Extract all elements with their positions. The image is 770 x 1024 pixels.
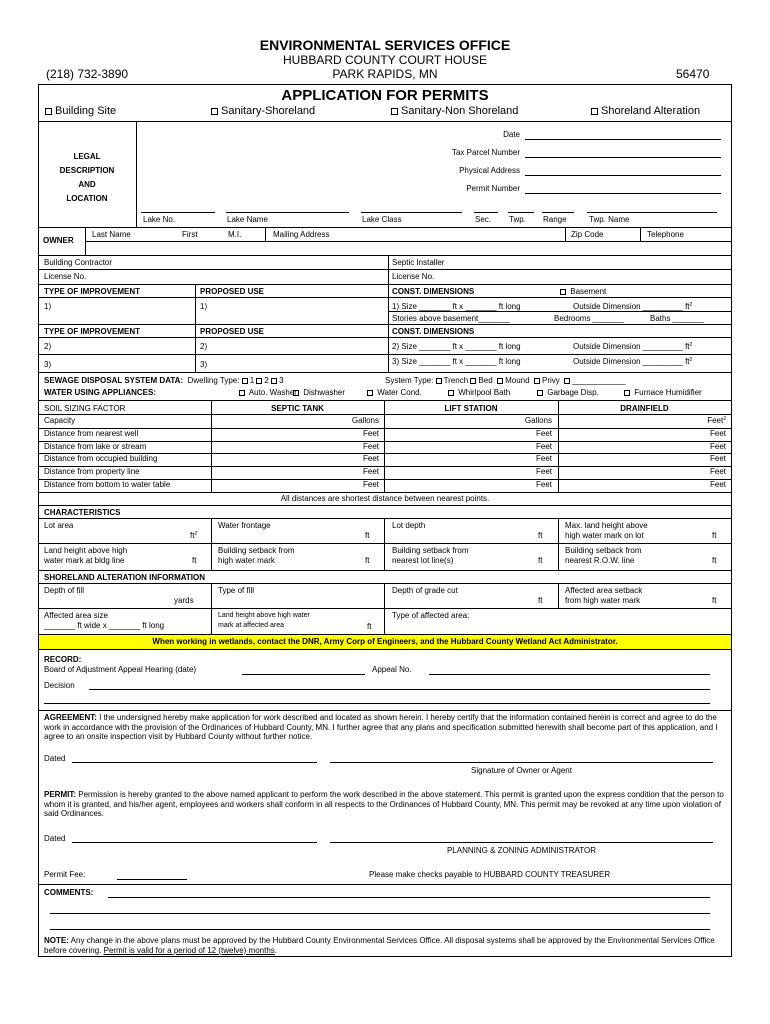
checkbox-icon (497, 378, 503, 384)
type-improvement-label-1: TYPE OF IMPROVEMENT (44, 287, 141, 296)
size-2[interactable]: 2) Size _______ ft x _______ ft long (392, 342, 521, 351)
checkbox-bed[interactable]: Bed (470, 376, 492, 385)
soil-drainfield-cell[interactable]: Feet (709, 467, 726, 477)
setback-lot-label[interactable]: Building setback from (392, 546, 469, 555)
agreement-dated-field[interactable] (72, 762, 317, 763)
tax-parcel-field[interactable] (525, 157, 721, 158)
permit-dated-field[interactable] (72, 842, 317, 843)
office-city: PARK RAPIDS, MN (332, 67, 438, 81)
type-fill-label[interactable]: Type of fill (218, 586, 255, 595)
twp-label: Twp. (509, 215, 526, 224)
checkbox-icon (534, 378, 540, 384)
office-zip: 56470 (676, 67, 710, 81)
outside-dim-1[interactable]: Outside Dimension _________ $ft^2$ (573, 302, 693, 311)
soil-septic-cell[interactable]: Feet (362, 454, 379, 464)
lot-depth-label[interactable]: Lot depth (392, 521, 426, 530)
water-appliances-label: WATER USING APPLIANCES: (44, 388, 157, 397)
checkbox-icon (436, 378, 442, 384)
checkbox-dishwasher[interactable]: Dishwasher (293, 388, 345, 397)
date-field[interactable] (525, 139, 721, 140)
soil-row-label: Capacity (44, 416, 76, 425)
permit-fee-label: Permit Fee: (44, 870, 86, 879)
form-title: APPLICATION FOR PERMITS (281, 87, 489, 104)
owner-signature-label: Signature of Owner or Agent (471, 766, 572, 775)
soil-header-lift: LIFT STATION (444, 404, 498, 413)
checkbox-icon (591, 108, 598, 115)
lake-name-label: Lake Name (227, 215, 268, 224)
permit-fee-field[interactable] (117, 879, 187, 880)
sec-label: Sec. (475, 215, 492, 224)
checkbox-icon (448, 390, 454, 396)
court-house: HUBBARD COUNTY COURT HOUSE (282, 53, 488, 67)
appeal-no-field[interactable] (429, 674, 710, 675)
permit-dated-label: Dated (44, 834, 66, 843)
record-label: RECORD: (44, 655, 82, 664)
stories-field[interactable]: Stories above basement_______ (392, 314, 510, 323)
administrator-signature-field[interactable] (330, 842, 713, 843)
checkbox-mound[interactable]: Mound (497, 376, 529, 385)
owner-signature-field[interactable] (330, 762, 713, 763)
land-height-affected-label[interactable]: Land height above high water (218, 612, 310, 619)
type-improvement-label-2: TYPE OF IMPROVEMENT (44, 327, 141, 336)
permit-number-field[interactable] (525, 193, 721, 194)
decision-field[interactable] (89, 689, 710, 690)
owner-zip-label: Zip Code (571, 230, 604, 239)
sec-field[interactable] (474, 212, 498, 213)
twp-field[interactable] (508, 212, 534, 213)
agreement-dated-label: Dated (44, 754, 66, 763)
soil-row-label: Distance from lake or stream (44, 441, 147, 451)
checkbox-shoreland-alteration[interactable]: Shoreland Alteration (591, 105, 700, 117)
checkbox-icon (45, 108, 52, 115)
board-hearing-field[interactable] (242, 674, 365, 675)
physical-address-label: Physical Address (459, 166, 520, 175)
const-dimensions-label-2: CONST. DIMENSIONS (392, 327, 475, 336)
water-frontage-label[interactable]: Water frontage (218, 521, 271, 530)
checkbox-icon (537, 390, 543, 396)
soil-lift-cell[interactable]: Feet (535, 428, 552, 438)
checkbox-auto-washer[interactable]: Auto. Washer (239, 388, 297, 397)
soil-drainfield-cell[interactable]: Feet (709, 480, 726, 489)
baths-field[interactable]: Baths _______ (650, 314, 704, 323)
checkbox-dwelling-1[interactable]: 1 (242, 376, 254, 385)
checkbox-icon (564, 378, 570, 384)
validity-note: Permit is valid for a period of 12 (twelve) months (103, 945, 275, 955)
soil-septic-cell[interactable]: Gallons (351, 416, 379, 425)
proposed-use-label-2: PROPOSED USE (200, 327, 265, 336)
checkbox-whirlpool[interactable]: Whirlpool Bath (448, 388, 510, 397)
owner-label: OWNER (43, 236, 74, 245)
outside-dim-3[interactable]: Outside Dimension _________ $ft^2$ (573, 357, 693, 366)
owner-first-label: First (182, 230, 198, 239)
owner-mailing-label: Mailing Address (273, 230, 330, 239)
setback-row-label[interactable]: Building setback from (565, 546, 642, 555)
soil-header-septic: SEPTIC TANK (271, 404, 324, 413)
affected-setback-label[interactable]: Affected area setback (565, 586, 643, 595)
contractor-license-label[interactable]: License No. (44, 272, 87, 281)
soil-septic-cell[interactable]: Feet (362, 480, 379, 489)
soil-lift-cell[interactable]: Feet (535, 480, 552, 489)
tax-parcel-label: Tax Parcel Number (451, 148, 520, 157)
soil-lift-cell[interactable]: Feet (535, 467, 552, 477)
comments-label: COMMENTS: (44, 888, 94, 897)
bedrooms-field[interactable]: Bedrooms _______ (554, 314, 624, 323)
lake-no-field[interactable] (141, 212, 215, 213)
checkbox-building-site[interactable]: Building Site (45, 105, 116, 117)
lot-area-label[interactable]: Lot area (44, 521, 74, 530)
setback-hwm-label[interactable]: Building setback from (218, 546, 295, 555)
shoreland-label: SHORELAND ALTERATION INFORMATION (44, 573, 206, 582)
type-affected-label[interactable]: Type of affected area: (392, 611, 470, 620)
soil-header-drainfield: DRAINFIELD (620, 404, 669, 413)
lake-no-label: Lake No. (143, 215, 176, 224)
soil-drainfield-cell[interactable]: Feet (709, 454, 726, 464)
proposed-use-label-1: PROPOSED USE (200, 287, 265, 296)
legal-label: LEGAL (73, 152, 101, 161)
const-dimensions-label-1: CONST. DIMENSIONS (392, 287, 475, 296)
checkbox-icon (624, 390, 630, 396)
checks-payable-note: Please make checks payable to HUBBARD COUNTY TREASURER (369, 870, 611, 879)
comments-line-1[interactable] (108, 897, 710, 898)
checkbox-sanitary-non-shoreland[interactable]: Sanitary-Non Shoreland (391, 105, 518, 117)
soil-drainfield-cell[interactable]: Feet$^2$ (707, 416, 726, 425)
sewage-row: SEWAGE DISPOSAL SYSTEM DATA: Dwelling Type: 1 2 3 (44, 376, 284, 385)
size-1[interactable]: 1) Size _______ ft x _______ ft long (392, 302, 521, 311)
outside-dim-2[interactable]: Outside Dimension _________ $ft^2$ (573, 342, 693, 351)
checkbox-icon (293, 390, 299, 396)
appeal-no-label: Appeal No. (372, 665, 412, 674)
checkbox-furnace-humidifier[interactable]: Furnace Humidifier (624, 388, 702, 397)
checkbox-trench[interactable]: Trench (436, 376, 469, 385)
soil-drainfield-cell[interactable]: Feet (709, 428, 726, 438)
soil-table-note: All distances are shortest distance between nearest points. (280, 494, 490, 503)
range-label: Range (543, 215, 567, 224)
checkbox-dwelling-2[interactable]: 2 (256, 376, 268, 385)
checkbox-icon (391, 108, 398, 115)
checkbox-icon (239, 390, 245, 396)
soil-row-label: Distance from nearest well (44, 428, 139, 438)
owner-last-name-label: Last Name (92, 230, 131, 239)
depth-grade-label[interactable]: Depth of grade cut (392, 586, 458, 595)
wetlands-notice: When working in wetlands, contact the DNR, Army Corp of Engineers, and the Hubbard County Wetland Act Administrator. (152, 637, 618, 646)
office-phone: (218) 732-3890 (46, 67, 129, 81)
affected-size-label[interactable]: Affected area size (44, 611, 108, 620)
soil-drainfield-cell[interactable]: Feet (709, 441, 726, 451)
checkbox-icon (256, 378, 262, 384)
characteristics-label: CHARACTERISTICS (44, 508, 121, 517)
administrator-label: PLANNING & ZONING ADMINISTRATOR (446, 846, 597, 855)
office-title: ENVIRONMENTAL SERVICES OFFICE (259, 37, 511, 53)
soil-header-factor: SOIL SIZING FACTOR (44, 404, 126, 413)
owner-input-row[interactable] (90, 243, 728, 254)
lake-class-field[interactable] (361, 212, 462, 213)
land-height-label[interactable]: Land height above high (44, 546, 128, 555)
checkbox-basement[interactable]: Basement (560, 287, 606, 296)
comments-line-2[interactable] (50, 913, 710, 914)
soil-lift-cell[interactable]: Feet (535, 441, 552, 451)
checkbox-icon (560, 289, 566, 295)
lake-name-field[interactable] (226, 212, 349, 213)
note-paragraph: NOTE: Any change in the above plans must be approved by the Hubbard County Environmental Services Office. All disposal systems shall be approved by the Environmental Services Office before covering. Permit is valid for a period of 12 (twelve) months. (44, 936, 715, 955)
checkbox-icon (271, 378, 277, 384)
owner-mi-label: M.I. (228, 230, 242, 239)
installer-license-label[interactable]: License No. (392, 272, 435, 281)
soil-lift-cell[interactable]: Gallons (524, 416, 552, 425)
max-land-height-label[interactable]: Max. land height above (565, 521, 648, 530)
soil-row-label: Distance from bottom to water table (44, 480, 171, 489)
permit-paragraph: PERMIT: Permission is hereby granted to the above named applicant to perform the work described in the above statement. This permit is granted upon the express condition that the person to whom it is granted, and his/her agent, employees and workers shall conform in all respects to the Ordinances of Hubbard County, MN. This permit may be revoked at any time upon violation of said Ordinances. (44, 790, 724, 819)
permit-number-label: Permit Number (466, 184, 520, 193)
checkbox-water-cond[interactable]: Water Cond. (367, 388, 422, 397)
size-3[interactable]: 3) Size _______ ft x _______ ft long (392, 357, 521, 366)
building-contractor-label[interactable]: Building Contractor (44, 258, 113, 267)
range-field[interactable] (542, 212, 574, 213)
agreement-paragraph: AGREEMENT: I the undersigned hereby make application for work described and located as shown herein. I hereby certify that the information contained herein is correct and agree to do the work in accordance with the provision of the Ordinances of Hubbard County, MN. I further agree that any plans and specification submitted herewith shall become part of this application, and I agree to an onsite inspection visit by Hubbard County without further notice. (44, 713, 718, 742)
checkbox-icon (211, 108, 218, 115)
checkbox-icon (242, 378, 248, 384)
date-label: Date (503, 130, 520, 139)
owner-telephone-label: Telephone (647, 230, 684, 239)
soil-septic-cell[interactable]: Feet (362, 467, 379, 477)
checkbox-privy[interactable]: Privy (534, 376, 560, 385)
checkbox-dwelling-3[interactable]: 3 (271, 376, 283, 385)
twp-name-label: Twp. Name (589, 215, 630, 224)
soil-septic-cell[interactable]: Feet (362, 428, 379, 438)
checkbox-garbage-disp[interactable]: Garbage Disp. (537, 388, 599, 397)
decision-field-2[interactable] (44, 703, 710, 704)
checkbox-sanitary-shoreland[interactable]: Sanitary-Shoreland (211, 105, 315, 117)
checkbox-icon (470, 378, 476, 384)
board-hearing-label: Board of Adjustment Appeal Hearing (date) (44, 665, 197, 674)
lake-class-label: Lake Class (362, 215, 402, 224)
system-type-row: System Type: Trench Bed Mound Privy ____________ (385, 376, 626, 385)
twp-name-field[interactable] (587, 212, 717, 213)
decision-label: Decision (44, 681, 75, 690)
lot-area-unit: $ft^2$ (190, 531, 198, 540)
checkbox-icon (367, 390, 373, 396)
septic-installer-label[interactable]: Septic Installer (392, 258, 445, 267)
soil-lift-cell[interactable]: Feet (535, 454, 552, 464)
depth-fill-label[interactable]: Depth of fill (44, 586, 85, 595)
checkbox-other[interactable]: ____________ (564, 376, 625, 385)
affected-size-field[interactable]: _______ ft wide x _______ ft long (44, 621, 165, 630)
soil-septic-cell[interactable]: Feet (362, 441, 379, 451)
soil-row-label: Distance from property line (44, 467, 140, 477)
comments-line-3[interactable] (50, 929, 710, 930)
physical-address-field[interactable] (525, 175, 721, 176)
soil-row-label: Distance from occupied building (44, 454, 158, 464)
